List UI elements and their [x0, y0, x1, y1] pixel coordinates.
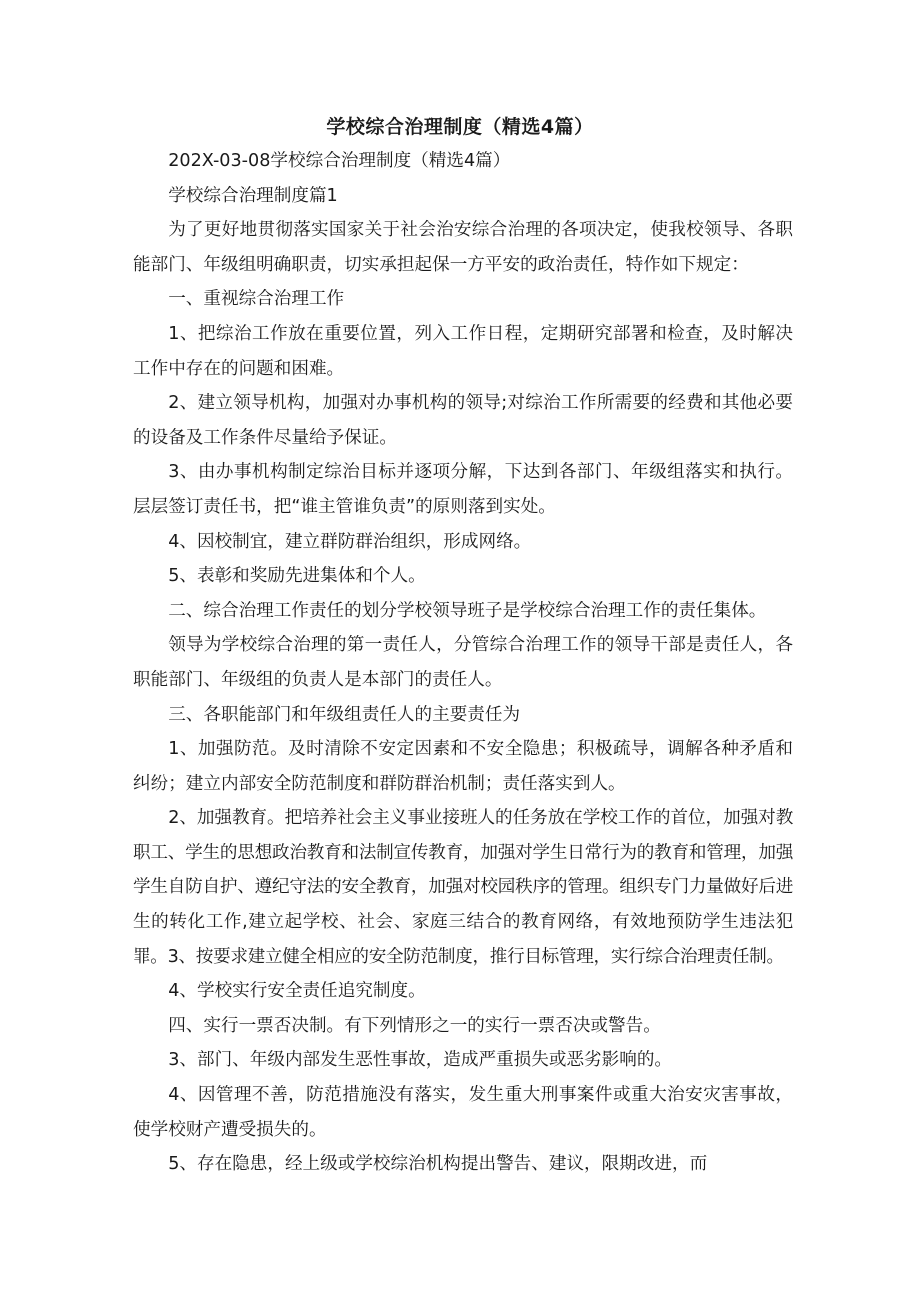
body-paragraph: 2、加强教育。把培养社会主义事业接班人的任务放在学校工作的首位，加强对教职工、学生的思想政治教育和法制宣传教育，加强对学生日常行为的教育和管理，加强学生自防自护、遵纪守法的安全教育，加强对校园秩序的管理。组织专门力量做好后进生的转化工作,建立起学校、社会、家庭三结合的教育网络，有效地预防学生违法犯罪。3、按要求建立健全相应的安全防范制度，推行目标管理，实行综合治理责任制。	[133, 808, 793, 967]
section-heading: 一、重视综合治理工作	[168, 289, 345, 310]
body-paragraph: 4、学校实行安全责任追究制度。	[168, 981, 426, 1002]
date-line: 202X-03-08学校综合治理制度（精选4篇）	[168, 151, 511, 171]
body-paragraph: 1、把综治工作放在重要位置，列入工作日程，定期研究部署和检查，及时解决工作中存在的问题和困难。	[133, 323, 793, 379]
body-paragraph: 5、表彰和奖励先进集体和个人。	[168, 566, 426, 587]
document-title: 学校综合治理制度（精选4篇）	[326, 116, 594, 138]
body-paragraph: 5、存在隐患，经上级或学校综治机构提出警告、建议，限期改进，而	[168, 1154, 708, 1175]
body-paragraph: 4、因校制宜，建立群防群治组织，形成网络。	[168, 531, 532, 552]
document-body	[133, 144, 793, 1182]
body-paragraph: 3、部门、年级内部发生恶性事故，造成严重损失或恶劣影响的。	[168, 1050, 673, 1071]
body-paragraph: 领导为学校综合治理的第一责任人，分管综合治理工作的领导干部是责任人，各职能部门、年级组的负责人是本部门的责任人。	[133, 635, 793, 690]
section-heading: 学校综合治理制度篇1	[168, 185, 338, 206]
body-paragraph: 4、因管理不善，防范措施没有落实，发生重大刑事案件或重大治安灾害事故，使学校财产遭受损失的。	[133, 1085, 793, 1140]
intro-paragraph: 为了更好地贯彻落实国家关于社会治安综合治理的各项决定，使我校领导、各职能部门、年级组明确职责，切实承担起保一方平安的政治责任，特作如下规定：	[133, 220, 793, 275]
section-heading: 三、各职能部门和年级组责任人的主要责任为	[168, 704, 521, 725]
body-paragraph: 2、建立领导机构，加强对办事机构的领导;对综治工作所需要的经费和其他必要的设备及工作条件尽量给予保证。	[133, 393, 793, 448]
body-paragraph: 1、加强防范。及时清除不安定因素和不安全隐患；积极疏导，调解各种矛盾和纠纷；建立内部安全防范制度和群防群治机制；责任落实到人。	[133, 739, 793, 794]
body-paragraph: 3、由办事机构制定综治目标并逐项分解，下达到各部门、年级组落实和执行。层层签订责任书，把“谁主管谁负责”的原则落到实处。	[133, 462, 793, 517]
section-heading: 四、实行一票否决制。有下列情形之一的实行一票否决或警告。	[168, 1015, 661, 1036]
section-heading: 二、综合治理工作责任的划分学校领导班子是学校综合治理工作的责任集体。	[168, 600, 767, 621]
